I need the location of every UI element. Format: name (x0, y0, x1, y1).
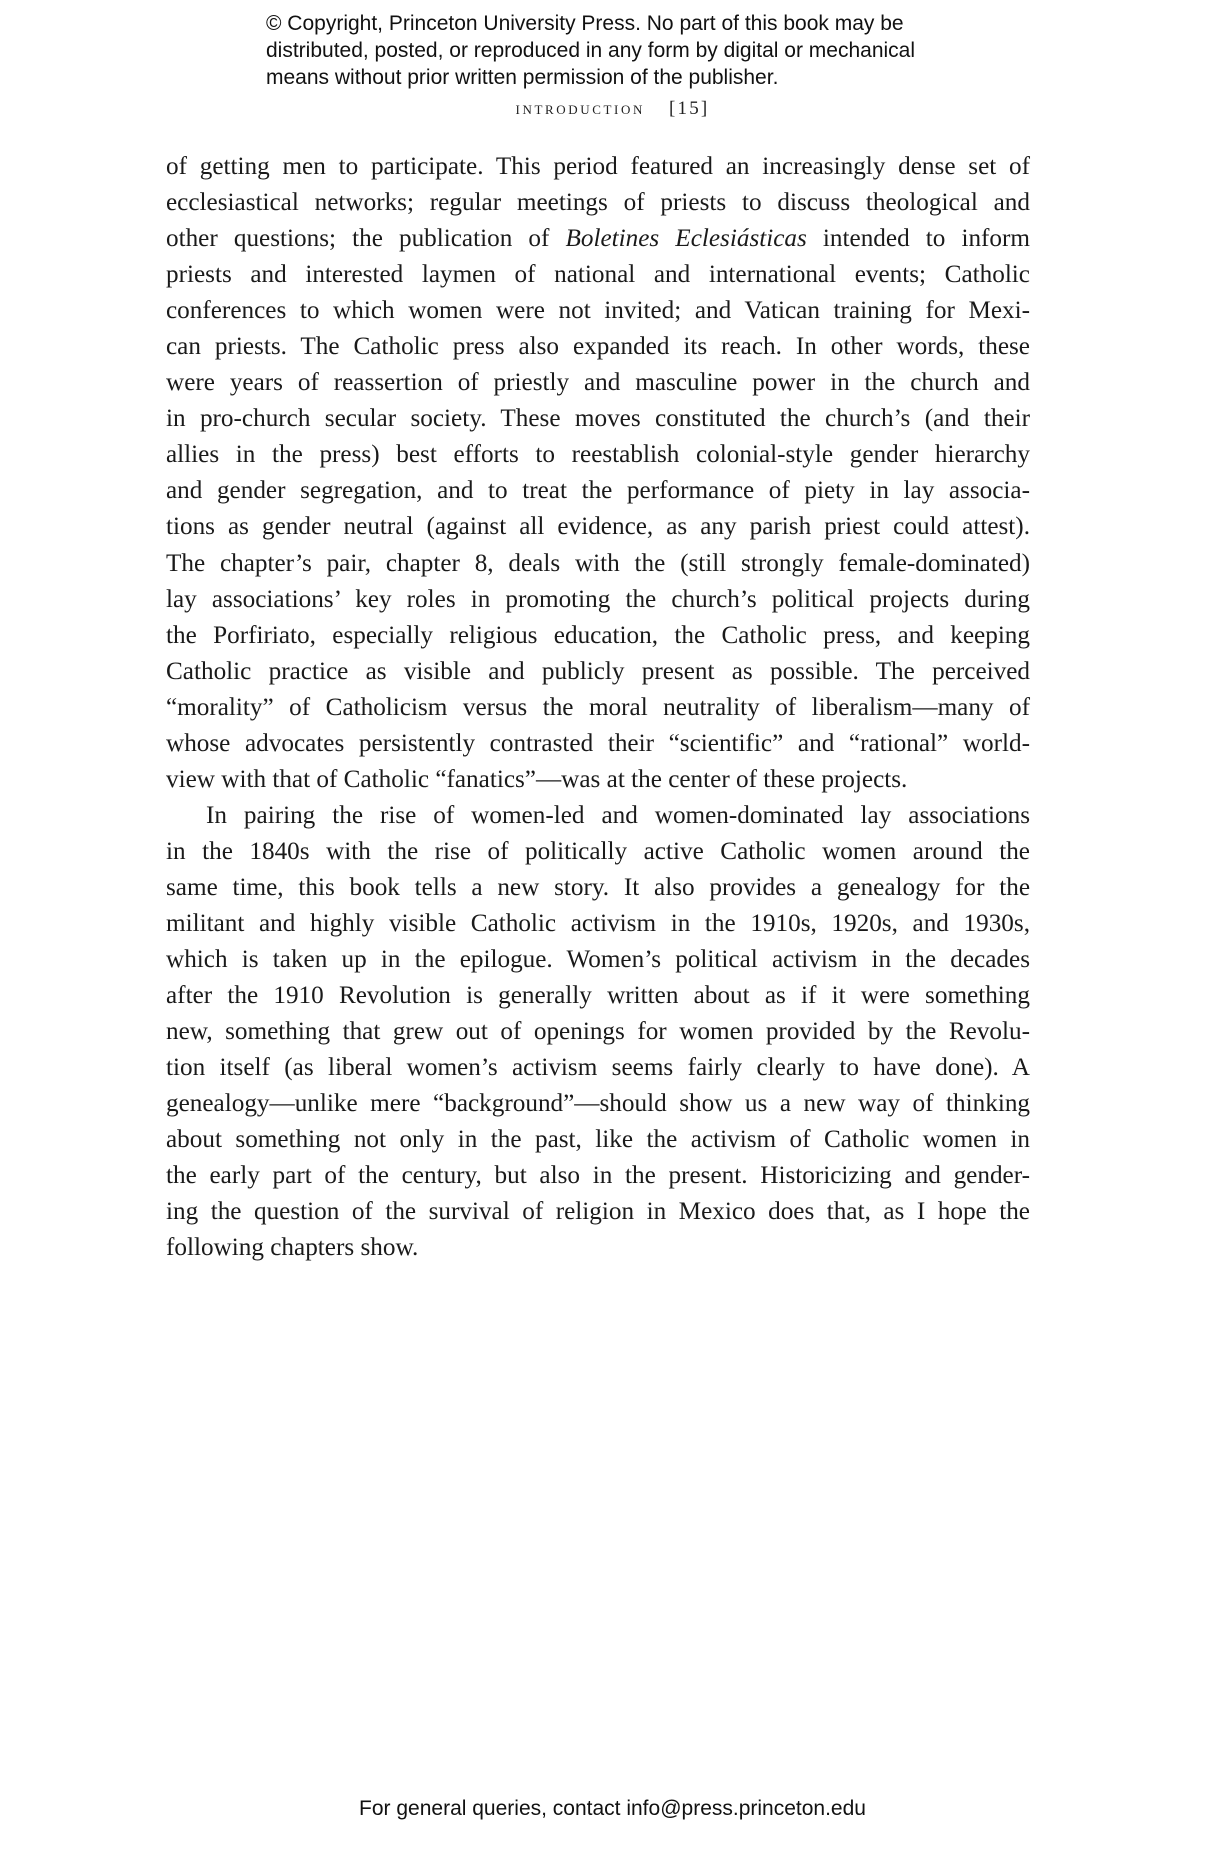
text-line: tion itself (as liberal women’s activism seems fairly clearly to have done). A (166, 1054, 1030, 1082)
footer-contact: For general queries, contact info@press.princeton.edu (359, 1797, 866, 1820)
text-line: the early part of the century, but also in the present. Historicizing and gender- (166, 1162, 1030, 1190)
text-line: ing the question of the survival of religion in Mexico does that, as I hope the (166, 1198, 1030, 1226)
text-line: following chapters show. (166, 1234, 419, 1262)
copyright-notice (266, 10, 1026, 91)
text-line: of getting men to participate. This period featured an increasingly dense set of (166, 153, 1030, 180)
text-line: and gender segregation, and to treat the performance of piety in lay associa- (166, 477, 1030, 505)
copyright-line: © Copyright, Princeton University Press. No part of this book may be (266, 12, 904, 35)
text-line: Catholic practice as visible and publicly present as possible. The perceived (166, 657, 1030, 685)
text-line: genealogy—unlike mere “background”—should show us a new way of thinking (166, 1090, 1030, 1118)
text-line: new, something that grew out of openings for women provided by the Revolu- (166, 1018, 1030, 1046)
text-line: “morality” of Catholicism versus the moral neutrality of liberalism—many of (166, 693, 1030, 721)
text-line: lay associations’ key roles in promoting the church’s political projects during (166, 585, 1030, 613)
text-line: ecclesiastical networks; regular meetings of priests to discuss theological and (166, 189, 1030, 217)
text-line: allies in the press) best efforts to reestablish colonial-style gender hierarchy (166, 441, 1030, 469)
text-line: the Porfiriato, especially religious education, the Catholic press, and keeping (166, 621, 1030, 649)
running-head (0, 98, 1225, 120)
body-text (166, 149, 1030, 1266)
italic-title: Boletines Eclesiásticas (565, 225, 807, 253)
text-line: In pairing the rise of women-led and women-dominated lay associations (206, 801, 1030, 829)
copyright-line: means without prior written permission of the publisher. (266, 66, 779, 89)
page-number: [15] (668, 98, 710, 119)
copyright-line: distributed, posted, or reproduced in any form by digital or mechanical (266, 39, 916, 62)
text-line: same time, this book tells a new story. It also provides a genealogy for the (166, 873, 1030, 901)
text-line: can priests. The Catholic press also expanded its reach. In other words, these (166, 333, 1030, 361)
text-line: view with that of Catholic “fanatics”—was at the center of these projects. (166, 765, 908, 793)
text-line: priests and interested laymen of national and international events; Catholic (166, 261, 1030, 289)
text-line: in the 1840s with the rise of politically active Catholic women around the (166, 837, 1030, 865)
text-line: The chapter’s pair, chapter 8, deals with the (still strongly female-dominated) (166, 549, 1030, 577)
text-line: in pro-church secular society. These moves constituted the church’s (and their (166, 405, 1030, 433)
text-line: which is taken up in the epilogue. Women’s political activism in the decades (166, 946, 1030, 974)
text-line: were years of reassertion of priestly and masculine power in the church and (166, 369, 1030, 397)
text-line: after the 1910 Revolution is generally written about as if it were something (166, 982, 1030, 1010)
text-line: about something not only in the past, like the activism of Catholic women in (166, 1126, 1030, 1154)
text-line: tions as gender neutral (against all evidence, as any parish priest could attest). (166, 513, 1030, 541)
text-line: militant and highly visible Catholic activism in the 1910s, 1920s, and 1930s, (166, 909, 1030, 937)
text-line: conferences to which women were not invited; and Vatican training for Mexi- (166, 297, 1030, 325)
running-head-section: introduction (515, 98, 645, 119)
text-line: other questions; the publication of Boletines Eclesiásticas intended to inform (166, 225, 1030, 253)
text-line: whose advocates persistently contrasted their “scientific” and “rational” world- (166, 729, 1030, 757)
